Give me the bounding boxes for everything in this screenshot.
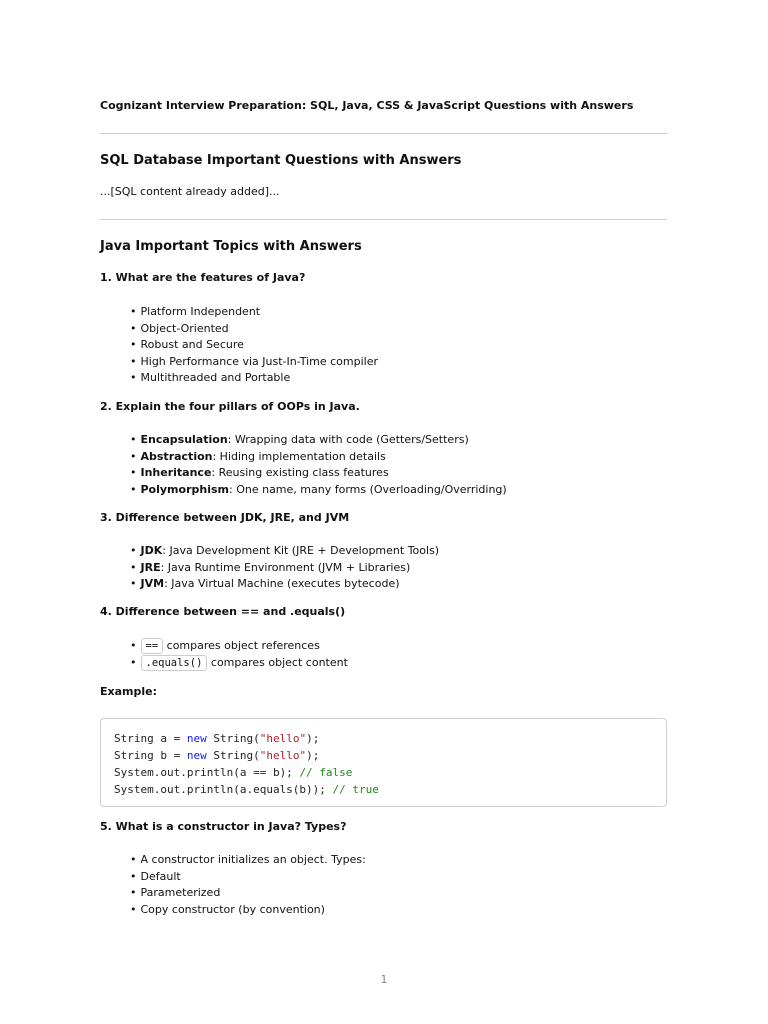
features-list xyxy=(130,304,378,387)
list-item xyxy=(130,655,348,672)
constructor-list xyxy=(130,852,366,918)
question-3: 3. Difference between JDK, JRE, and JVM xyxy=(100,511,350,524)
code-text: String( xyxy=(206,749,260,762)
code-block xyxy=(100,718,667,807)
list-item xyxy=(130,449,507,466)
list-item xyxy=(130,543,439,560)
sql-section-note: ...[SQL content already added]... xyxy=(100,185,280,198)
description: : Java Virtual Machine (executes bytecode) xyxy=(164,577,400,590)
list-item: • Robust and Secure xyxy=(130,337,378,354)
code-text: String b = xyxy=(114,749,187,762)
code-text: ); xyxy=(306,749,320,762)
code-text: System.out.println(a.equals(b)); xyxy=(114,783,333,796)
list-item xyxy=(130,576,439,593)
list-item: • Multithreaded and Portable xyxy=(130,370,378,387)
document-title: Cognizant Interview Preparation: SQL, Java, CSS & JavaScript Questions with Answers xyxy=(100,99,634,112)
code-string: "hello" xyxy=(259,732,307,745)
list-item xyxy=(130,638,348,655)
list-item xyxy=(130,432,507,449)
question-1: 1. What are the features of Java? xyxy=(100,271,306,284)
equality-list xyxy=(130,638,348,671)
list-item: • High Performance via Just-In-Time compiler xyxy=(130,354,378,371)
code-text: System.out.println(a == b); xyxy=(114,766,300,779)
code-string: "hello" xyxy=(259,749,307,762)
code-content xyxy=(101,719,666,798)
term: JVM xyxy=(140,577,165,590)
list-item: • Copy constructor (by convention) xyxy=(130,902,366,919)
list-item xyxy=(130,482,507,499)
term: Polymorphism xyxy=(140,482,229,496)
description: compares object content xyxy=(207,655,348,669)
code-comment: // true xyxy=(332,783,379,796)
inline-code: .equals() xyxy=(141,655,208,671)
description: : Reusing existing class features xyxy=(211,466,389,479)
jdk-jre-jvm-list xyxy=(130,543,439,593)
term: JDK xyxy=(140,544,163,557)
question-5: 5. What is a constructor in Java? Types? xyxy=(100,820,347,833)
question-4: 4. Difference between == and .equals() xyxy=(100,605,346,618)
page-number: 1 xyxy=(380,973,388,986)
description: : Java Development Kit (JRE + Development Tools) xyxy=(162,544,440,557)
code-text: ); xyxy=(306,732,320,745)
code-keyword: new xyxy=(186,732,207,745)
term: Abstraction xyxy=(140,449,213,463)
description: : Wrapping data with code (Getters/Setters) xyxy=(227,433,469,446)
term: Inheritance xyxy=(140,466,212,479)
code-text: String( xyxy=(206,732,260,745)
inline-code: == xyxy=(141,638,164,654)
list-item xyxy=(130,560,439,577)
list-item: • Default xyxy=(130,869,366,886)
divider xyxy=(100,133,667,134)
java-section-heading: Java Important Topics with Answers xyxy=(100,239,362,254)
term: JRE xyxy=(140,560,161,574)
list-item: • Parameterized xyxy=(130,885,366,902)
question-2: 2. Explain the four pillars of OOPs in Java. xyxy=(100,400,360,413)
code-comment: // false xyxy=(299,766,353,779)
description: : Hiding implementation details xyxy=(212,449,386,463)
list-item: • Object-Oriented xyxy=(130,321,378,338)
example-label: Example: xyxy=(100,685,157,698)
sql-section-heading: SQL Database Important Questions with Answers xyxy=(100,153,462,168)
code-keyword: new xyxy=(186,749,207,762)
oop-pillars-list xyxy=(130,432,507,498)
description: : Java Runtime Environment (JVM + Libraries) xyxy=(160,560,411,574)
term: Encapsulation xyxy=(140,433,228,446)
description: : One name, many forms (Overloading/Overriding) xyxy=(229,482,507,496)
divider xyxy=(100,219,667,220)
list-item: • Platform Independent xyxy=(130,304,378,321)
code-text: String a = xyxy=(114,732,187,745)
description: compares object references xyxy=(163,639,320,652)
list-item xyxy=(130,465,507,482)
list-item: • A constructor initializes an object. Types: xyxy=(130,852,366,869)
